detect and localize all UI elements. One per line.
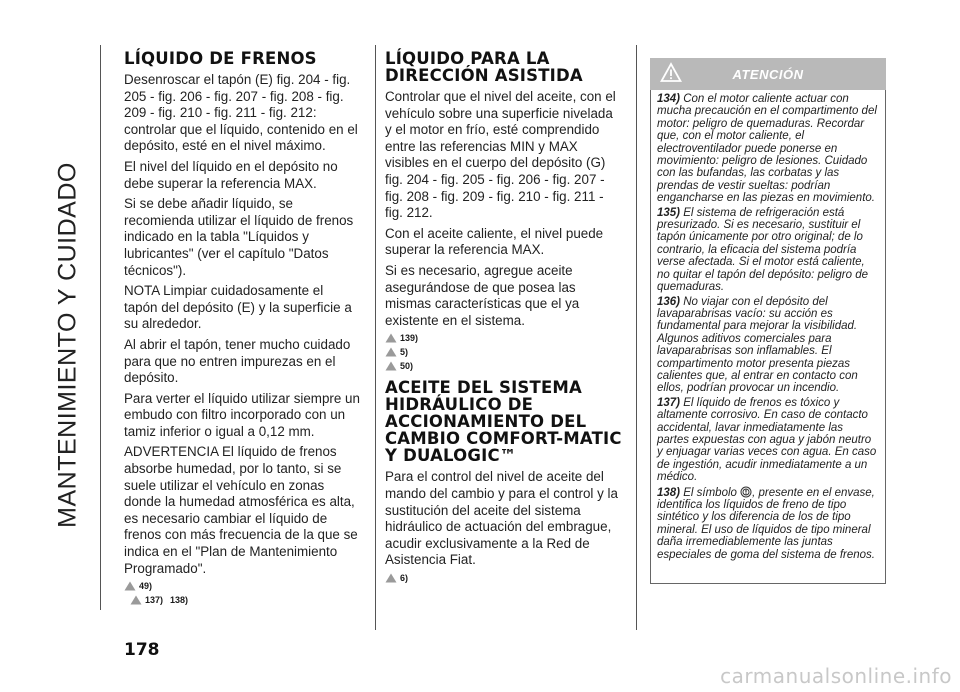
gearbox-hydraulic-oil-heading: ACEITE DEL SISTEMA HIDRÁULICO DE ACCIONAMIENTO DEL CAMBIO COMFORT-MATIC Y DUALOGIC™ bbox=[385, 378, 622, 466]
paragraph: Si se debe añadir líquido, se recomienda utilizar el líquido de frenos indicado en la tabla "Líquidos y lubricantes" (ver el capítulo "Datos técnicos"). bbox=[124, 196, 354, 278]
warning-item bbox=[657, 486, 878, 561]
reference-number: 139) bbox=[400, 333, 419, 344]
warning-item-text: , presente en el envase, identifica los líquidos de freno de tipo sintético y los diferencia de los de tipo mineral. El uso de líquidos de tipo mineral daña irremediablemente las juntas especiales de goma del sistema de frenos. bbox=[657, 486, 875, 561]
paragraph: ADVERTENCIA El líquido de frenos absorbe humedad, por lo tanto, si se suele utilizar el vehículo en zonas donde la humedad atmosférica es alta, es necesario cambiar el líquido de frenos con más frecuencia de la que se indica en el "Plan de Mantenimiento Programado". bbox=[124, 444, 358, 576]
warning-item bbox=[657, 207, 878, 294]
reference-line bbox=[385, 361, 623, 371]
chapter-side-title-text: MANTENIMIENTO Y CUIDADO bbox=[53, 162, 82, 528]
warning-item-number: 135) bbox=[657, 206, 681, 219]
reference-number: 138) bbox=[170, 595, 189, 606]
warning-item-text: El símbolo bbox=[683, 486, 737, 499]
warning-item-text: El sistema de refrigeración está presurizado. Si es necesario, sustituir el tapón únicamente por otro original; de lo contrario, la eficacia del sistema podría verse afectada. Si el motor está caliente, no quitar el tapón del depósito: peligro de quemaduras. bbox=[657, 206, 868, 294]
warning-item bbox=[657, 296, 878, 395]
warning-triangle-icon bbox=[660, 62, 682, 84]
paragraph: Controlar que el nivel del aceite, con el vehículo sobre una superficie nivelada y el motor en frío, esté comprendido entre las referencias MIN y MAX visibles en el cuerpo del depósito (G) fig. 204 - fig. 205 - fig. 206 - fig. 207 - fig. 208 - fig. 209 - fig. 210 - fig. 211 - fig. 212. bbox=[385, 89, 616, 221]
warning-box bbox=[650, 58, 886, 584]
warning-triangle-icon bbox=[130, 595, 142, 605]
warning-body bbox=[650, 90, 886, 584]
paragraph: Si es necesario, agregue aceite asegurándose de que posea las mismas características que el ya existente en el sistema. bbox=[385, 262, 580, 328]
reference-number: 49) bbox=[139, 581, 153, 592]
warning-item bbox=[657, 93, 878, 205]
column-divider-2 bbox=[636, 45, 637, 630]
warning-triangle-icon bbox=[385, 347, 397, 357]
paragraph: Al abrir el tapón, tener mucho cuidado para que no entren impurezas en el depósito. bbox=[124, 336, 351, 386]
reference-line bbox=[124, 581, 360, 591]
warning-triangle-icon bbox=[385, 573, 397, 583]
power-steering-section bbox=[385, 50, 623, 587]
warning-item-text: Con el motor caliente actuar con mucha precaución en el compartimento del motor: peligro de quemaduras. Recordar que, con el motor caliente, el electroventilador puede ponerse en movimiento: peligro de lesiones. Cuidado con las bufandas, las corbatas y las prendas de vestir sueltas: podrían engancharse en las piezas en movimiento. bbox=[657, 93, 877, 205]
column-divider-left bbox=[100, 45, 101, 610]
paragraph: Para verter el líquido utilizar siempre un embudo con filtro incorporado con un tamiz inferior o igual a 0,12 mm. bbox=[124, 390, 360, 439]
warning-triangle-icon bbox=[385, 333, 397, 343]
watermark: carmanualsonline.info bbox=[720, 664, 952, 688]
warning-item bbox=[657, 397, 878, 484]
warning-item-number: 137) bbox=[657, 396, 681, 409]
brake-fluid-symbol-icon bbox=[740, 486, 752, 498]
reference-number: 5) bbox=[400, 347, 409, 358]
warning-triangle-icon bbox=[385, 361, 397, 371]
warning-item-number: 136) bbox=[657, 295, 681, 308]
reference-number: 6) bbox=[400, 572, 409, 583]
brake-fluid-section bbox=[124, 50, 360, 609]
warning-item-text: No viajar con el depósito del lavaparabrisas vacío: su acción es fundamental para mejorar la visibilidad. Algunos aditivos comerciales para lavaparabrisas son inflamables. El compartimento motor presenta piezas calientes que, al entrar en contacto con ellos, podrían provocar un incendio. bbox=[657, 295, 858, 395]
brake-fluid-heading: LÍQUIDO DE FRENOS bbox=[124, 49, 317, 68]
reference-line bbox=[124, 595, 360, 605]
power-steering-heading: LÍQUIDO PARA LA DIRECCIÓN ASISTIDA bbox=[385, 49, 583, 85]
page-number: 178 bbox=[124, 640, 160, 660]
reference-number: 137) bbox=[145, 595, 164, 606]
reference-line bbox=[385, 333, 623, 343]
warning-triangle-icon bbox=[124, 581, 136, 591]
paragraph: NOTA Limpiar cuidadosamente el tapón del depósito (E) y la superficie a su alrededor. bbox=[124, 283, 352, 332]
column-divider-1 bbox=[375, 45, 376, 630]
paragraph: Para el control del nivel de aceite del mando del cambio y para el control y la sustitución del aceite del sistema hidráulico de actuación del embrague, acudir exclusivamente a la Red de Asistencia Fiat. bbox=[385, 469, 618, 568]
reference-line bbox=[385, 573, 623, 583]
warning-item-number: 134) bbox=[657, 93, 681, 105]
warning-item-text: El líquido de frenos es tóxico y altamente corrosivo. En caso de contacto accidental, lavar inmediatamente las partes expuestas con agua y jabón neutro y enjuagar varias veces con agua. En caso de ingestión, acudir inmediatamente a un médico. bbox=[657, 396, 877, 484]
paragraph: Desenroscar el tapón (E) fig. 204 - fig. 205 - fig. 206 - fig. 207 - fig. 208 - fig. 209 - fig. 210 - fig. 211 - fig. 212: controlar que el líquido, contenido en el depósito, esté en el nivel máximo. bbox=[124, 72, 358, 154]
reference-number: 50) bbox=[400, 361, 414, 372]
warning-item-number: 138) bbox=[657, 486, 681, 499]
warning-header bbox=[650, 58, 886, 90]
paragraph: El nivel del líquido en el depósito no debe superar la referencia MAX. bbox=[124, 158, 338, 191]
reference-line bbox=[385, 347, 623, 357]
warning-header-label: ATENCIÓN bbox=[732, 66, 804, 82]
paragraph: Con el aceite caliente, el nivel puede superar la referencia MAX. bbox=[385, 225, 604, 258]
